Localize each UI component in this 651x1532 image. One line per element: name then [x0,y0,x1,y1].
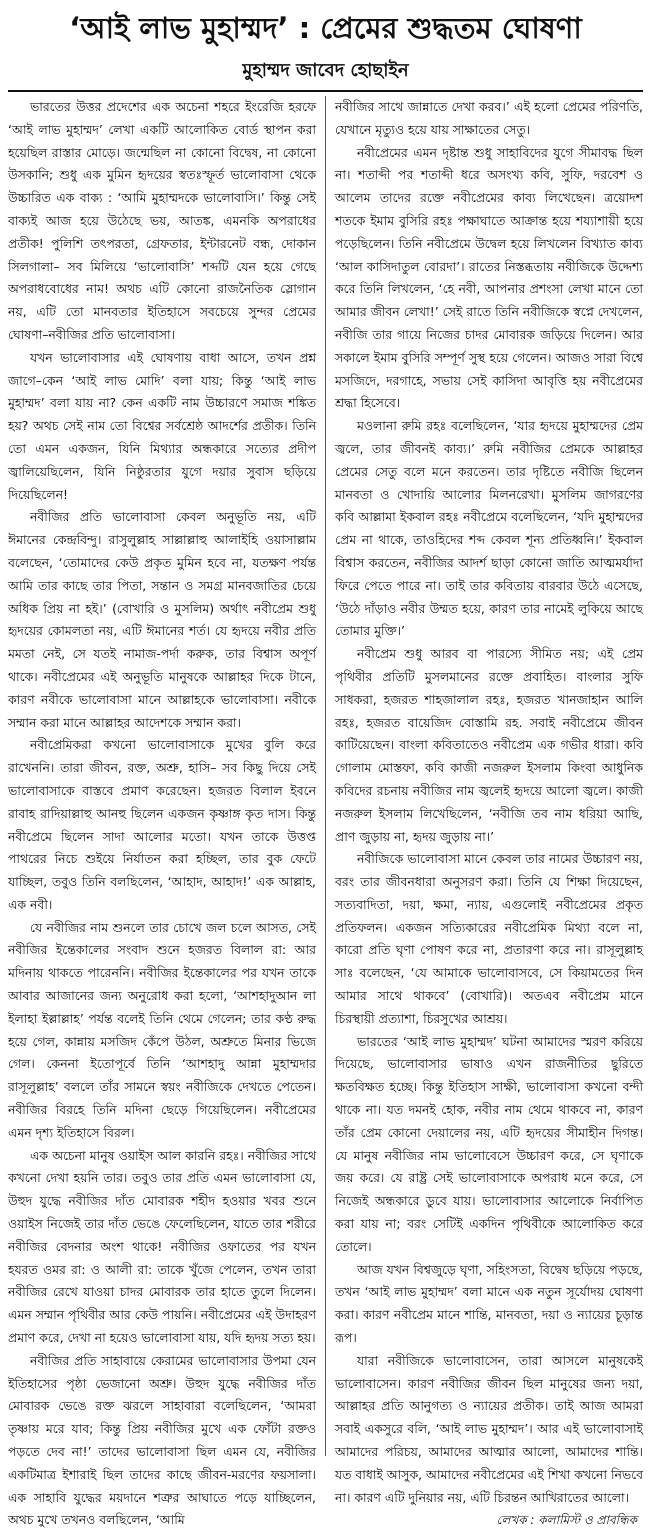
left-column [8,96,317,1528]
paragraph: নবীপ্রেম শুধু আরব বা পারস্যে সীমিত নয়; এই প্রেম পৃথিবীর প্রতিটি মুসলমানের রক্তে প্রবাহিত। বাংলার সুফি সাধকরা, হজরত শাহজালাল রহঃ, হজরত খানজাহান আলি রহঃ, হজরত বায়েজিদ বোস্তামি রহ. সবাই নবীপ্রেমে জীবন কাটিয়েছেন। বাংলা কবিতাতেও নবীপ্রেম এক গভীর ধারা। কবি গোলাম মোস্তফা, কবি কাজী নজরুল ইসলাম কিংবা আধুনিক কবিদের রচনায় নবীজির নাম জ্বলেই হৃদয়ে আলো জ্বলে। কাজী নজরুল ইসলাম লিখেছিলেন, ‘নবীজি তব নাম ধরিয়া আছি, প্রাণ জুড়ায় না, হৃদয় জুড়ায় না।’ [335,646,643,844]
article-byline: মুহাম্মদ জাবেদ হোছাইন [242,60,409,81]
paragraph: নবীজির প্রতি সাহাবায়ে কেরামের ভালোবাসার উপমা যেন ইতিহাসের পৃষ্ঠা ভেজানো অশ্রু। উহুদ যুদ্ধে নবীজির দাঁত মোবারক ভেঙে রক্ত ঝরলে সাহাবারা বলেছিলেন, ‘আমরা তৃষ্ণায় মরে যাব; কিন্তু প্রিয় নবীজির মুখে এক ফোঁটা রক্তও পড়তে দেব না!’ তাদের ভালোবাসা ছিল এমন যে, নবীজির একটিমাত্র ইশারাই ছিল তাদের কাছে জীবন-মরণের ফয়সালা। এক সাহাবি যুদ্ধের ময়দানে শত্রুর আঘাতে পড়ে যাচ্ছিলেন, অথচ মুখে তখনও বলছিলেন, ‘আমি [8,1352,316,1528]
paragraph: আজ যখন বিশ্বজুড়ে ঘৃণা, সহিংসতা, বিদ্বেষ ছড়িয়ে পড়ছে, তখন ‘আই লাভ মুহাম্মদ’ বলা মানে এক নতুন সূর্যোদয় ঘোষণা করা। কারণ নবীপ্রেম মানে শান্তি, মানবতা, দয়া ও ন্যায়ের চূড়ান্ত রূপ। [335,1261,643,1346]
paragraph: ভারতের উত্তর প্রদেশের এক অচেনা শহরে ইংরেজি হরফে ‘আই লাভ মুহাম্মদ’ লেখা একটি আলোকিত বোর্ড স্থাপন করা হয়েছিল রাস্তার মোড়ে। জন্মেছিল না কোনো বিদ্বেষ, না কোনো উসকানি; শুধু এক মুমিন হৃদয়ের স্বতঃস্ফূর্ত ভালোবাসা থেকে উচ্চারিত এক বাক্য : ‘আমি মুহাম্মদকে ভালোবাসি।’ কিন্তু সেই বাক্যই আজ হয়ে উঠেছে ভয়, আতঙ্ক, এমনকি অপরাধের প্রতীক! পুলিশি তৎপরতা, গ্রেফতার, ইন্টারনেট বন্ধ, দোকান সিলগালা– সব মিলিয়ে ‘ভালোবাসি’ শব্দটি যেন হয়ে গেছে অপরাধবোধের নাম! অথচ এটি কোনো রাজনৈতিক স্লোগান নয়, এটি তো মানবতার ইতিহাসে সবচেয়ে সুন্দর প্রেমের ঘোষণা–নবীজির প্রতি ভালোবাসা। [8,99,316,342]
paragraph: যখন ভালোবাসার এই ঘোষণায় বাধা আসে, তখন প্রশ্ন জাগে–কেন ‘আই লাভ মোদি’ বলা যায়; কিন্তু ‘আই লাভ মুহাম্মদ’ বলা যায় না? কেন একটি নাম উচ্চারণে সমাজ শঙ্কিত হয়? অথচ সেই নাম তো বিশ্বের সর্বশ্রেষ্ঠ আদর্শের প্রতীক। তিনি তো এমন একজন, যিনি মিথ্যার অন্ধকারে সত্যের প্রদীপ জ্বালিয়েছিলেন, যিনি নিষ্ঠুরতার যুগে দয়ার সুবাস ছড়িয়ে দিয়েছিলেন! [8,349,316,502]
paragraph: নবীজিকে ভালোবাসা মানে কেবল তার নামের উচ্চারণ নয়, বরং তার জীবনধারা অনুসরণ করা। তিনি যে শিক্ষা দিয়েছেন, সত্যবাদিতা, দয়া, ক্ষমা, ন্যায়, এগুলোই নবীপ্রেমের প্রকৃত প্রতিফলন। একজন সত্যিকারের নবীপ্রেমিক মিথ্যা বলে না, কারো প্রতি ঘৃণা পোষণ করে না, প্রতারণা করে না। রাসূলুল্লাহ সাঃ বলেছেন, ‘যে আমাকে ভালোবাসবে, সে কিয়ামতের দিন আমার সাথে থাকবে’ (বোখারি)। অতএব নবীপ্রেম মানে চিরস্থায়ী প্রত্যাশা, চিরসুখের আশ্রয়। [335,851,643,1026]
header-rule [8,90,643,92]
paragraph: নবীপ্রেমিকরা কখনো ভালোবাসাকে মুখের বুলি করে রাখেননি। তারা জীবন, রক্ত, অশ্রু, হাসি– সব কিছু দিয়ে সেই ভালোবাসাকে বাস্তবে প্রমাণ করেছেন। হজরত বিলাল ইবনে রাবাহ রাদিয়াল্লাহু আনহু ছিলেন একজন কৃষ্ণাঙ্গ কৃত দাস। কিন্তু নবীপ্রেমে ছিলেন সাদা আলোর মতো। যখন তাকে উত্তপ্ত পাথরের নিচে শুইয়ে নির্যাতন করা হচ্ছিল, তার বুক ফেটে যাচ্ছিল, তবুও তিনি বলছিলেন, ‘আহাদ, আহাদ!’ এক আল্লাহ, এক নবী। [8,737,316,912]
paragraph: যারা নবীজিকে ভালোবাসেন, তারা আসলে মানুষকেই ভালোবাসেন। কারণ নবীজির জীবন ছিল মানুষের জন্য দয়া, আল্লাহর প্রতি আনুগত্য ও ন্যায়ের প্রতীক। তাই আজ আমরা সবাই একসুরে বলি, ‘আই লাভ মুহাম্মদ’। আর এই ভালোবাসাই আমাদের পরিচয়, আমাদের আত্মার আলো, আমাদের শান্তি। যত বাধাই আসুক, আমাদের নবীপ্রেমের এই শিখা কখনো নিভবে না। কারণ এটি দুনিয়ার নয়, এটি চিরন্তন আখিরাতের আলো। [335,1352,643,1505]
right-column [335,96,643,1528]
paragraph: মওলানা রুমি রহঃ বলেছিলেন, ‘যার হৃদয়ে মুহাম্মদের প্রেম জ্বলে, তার জীবনই কাব্য।’ রুমি নবীজির প্রেমকে আল্লাহর প্রেমের সেতু বলে মনে করতেন। তার দৃষ্টিতে নবীজি ছিলেন মানবতা ও খোদায়ি আলোর মিলনরেখা। মুসলিম জাগরণের কবি আল্লামা ইকবাল রহঃ নবীপ্রেমে বলেছিলেন, ‘যদি মুহাম্মদের প্রেম না থাকে, তাওহিদের শব্দ কেবল শূন্য প্রতিধ্বনি।’ ইকবাল বিশ্বাস করতেন, নবীজির আদর্শ ছাড়া কোনো জাতি আত্মমর্যাদা ফিরে পেতে পারে না। তাই তার কবিতায় বারবার উঠে এসেছে, ‘উঠে দাঁড়াও নবীর উম্মত হয়ে, কারণ তার নামেই লুকিয়ে আছে তোমার মুক্তি।’ [335,418,643,639]
column-divider [325,96,326,1456]
paragraph: নবীজির প্রতি ভালোবাসা কেবল অনুভূতি নয়, এটি ঈমানের কেন্দ্রবিন্দু। রাসুলুল্লাহ সাল্লাল্লাহু আলাইহি ওয়াসাল্লাম বলেছেন, ‘তোমাদের কেউ প্রকৃত মুমিন হবে না, যতক্ষণ পর্যন্ত আমি তার কাছে তার পিতা, সন্তান ও সমগ্র মানবজাতির চেয়ে অধিক প্রিয় না হই।’ (বোখারি ও মুসলিম) অর্থাৎ নবীপ্রেম শুধু হৃদয়ের কোমলতা নয়, এটি ঈমানের শর্ত। যে হৃদয়ে নবীর প্রতি মমতা নেই, সে যতই নামাজ-পর্দা করুক, তার বিশ্বাস অপূর্ণ থাকে। নবীপ্রেমের এই অনুভূতি মানুষকে আল্লাহর দিকে টানে, কারণ নবীকে ভালোবাসা মানে আল্লাহকে ভালোবাসা। নবীকে সম্মান করা মানে আল্লাহর আদেশকে সম্মান করা। [8,509,316,730]
paragraph: ভারতের ‘আই লাভ মুহাম্মদ’ ঘটনা আমাদের স্মরণ করিয়ে দিয়েছে, ভালোবাসার ভাষাও এখন রাজনীতির ছুরিতে ক্ষতবিক্ষত হচ্ছে। কিন্তু ইতিহাস সাক্ষী, ভালোবাসা কখনো বন্দী থাকে না। যত দমনই হোক, নবীর নাম থেমে থাকবে না, কারণ তাঁর প্রেম কোনো দেয়ালের নয়, এটি হৃদয়ের সীমাহীন দিগন্ত। যে মানুষ নবীজির নাম ভালোবেসে উচ্চারণ করে, সে ঘৃণাকে জয় করে। যে রাষ্ট্র সেই ভালোবাসাকে অপরাধ মনে করে, সে নিজেই অন্ধকারে ডুবে যায়। ভালোবাসার আলোকে নির্বাপিত করা যায় না; বরং সেটিই একদিন পৃথিবীকে আলোকিত করে তোলে। [335,1033,643,1254]
article-headline: ‘আই লাভ মুহাম্মদ’ : প্রেমের শুদ্ধতম ঘোষণা [69,11,582,45]
author-signature: লেখক : কলামিস্ট ও প্রাবন্ধিক [496,1513,637,1528]
paragraph: নবীপ্রেমের এমন দৃষ্টান্ত শুধু সাহাবিদের যুগে সীমাবদ্ধ ছিল না। শতাব্দী পর শতাব্দী ধরে অসংখ্য কবি, সুফি, দরবেশ ও আলেম তাদের রক্তে নবীপ্রেমের কাব্য লিখেছেন। ত্রয়োদশ শতকে ইমাম বুসিরি রহঃ পক্ষাঘাতে আক্রান্ত হয়ে শয্যাশায়ী হয়ে পড়েছিলেন। তিনি নবীপ্রেমে উদ্বেল হয়ে লিখলেন বিখ্যাত কাব্য ‘আল কাসিদাতুল বোরদা’। রাতের নিস্তব্ধতায় নবীজিকে উদ্দেশ্য করে তিনি লিখলেন, ‘হে নবী, আপনার প্রশংসা লেখা মানে তো আমার জীবন লেখা!’ সেই রাতে তিনি নবীজিকে স্বপ্নে দেখলেন, নবীজি তার গায়ে নিজের চাদর মোবারক জড়িয়ে দিলেন। আর সকালে ইমাম বুসিরি সম্পূর্ণ সুস্থ হয়ে গেলেন। আজও সারা বিশ্বে মসজিদে, দরগাহে, সভায় সেই কাসিদা আবৃত্তি হয় নবীপ্রেমের শ্রদ্ধা হিসেবে। [335,144,643,411]
paragraph: যে নবীজির নাম শুনলে তার চোখে জল চলে আসত, সেই নবীজির ইন্তেকালের সংবাদ শুনে হজরত বিলাল রা: আর মদিনায় থাকতে পারেননি। নবীজির ইন্তেকালের পর যখন তাকে আবার আজানের জন্য অনুরোধ করা হলো, ‘আশহাদুআন লা ইলাহা ইল্লাল্লাহ’ পর্যন্ত বলেই তিনি থেমে গেলেন; তার কণ্ঠ রুদ্ধ হয়ে গেল, কান্নায় মসজিদ কেঁপে উঠল, অশ্রুতে মিনার ভিজে গেল। কেননা ইতোপূর্বে তিনি ‘আশহাদু আন্না মুহাম্মদার রাসূলুল্লাহ’ বললে তাঁর সামনে স্বয়ং নবীজিকে দেখতে পেতেন। নবীজির বিরহে তিনি মদিনা ছেড়ে গিয়েছিলেন। নবীপ্রেমের এমন দৃশ্য ইতিহাসে বিরল। [8,919,316,1140]
paragraph-continued: নবীজির সাথে জান্নাতে দেখা করব।’ এই হলো প্রেমের পরিণতি, যেখানে মৃত্যুও হয়ে যায় সাক্ষাতের সেতু। [335,99,643,137]
paragraph: এক অচেনা মানুষ ওয়াইস আল কারনি রহঃ। নবীজির সাথে কখনো দেখা হয়নি তার। তবুও তার প্রতি এমন ভালোবাসা যে, উহুদ যুদ্ধে নবীজির দাঁত মোবারক শহীদ হওয়ার খবর শুনে ওয়াইস নিজেই তার দাঁত ভেঙে ফেলেছিলেন, যাতে তার শরীরে নবীজির বেদনার অংশ থাকে! নবীজির ওফাতের পর যখন হযরত ওমর রা: ও আলী রা: তাকে খুঁজে পেলেন, তখন তারা নবীজির রেখে যাওয়া চাদর মোবারক তার হাতে তুলে দিলেন। এমন সম্মান পৃথিবীর আর কেউ পায়নি। নবীপ্রেমের এই উদাহরণ প্রমাণ করে, দেখা না হয়েও ভালোবাসা যায়, যদি হৃদয় সত্য হয়। [8,1147,317,1346]
article-body [8,96,643,1528]
